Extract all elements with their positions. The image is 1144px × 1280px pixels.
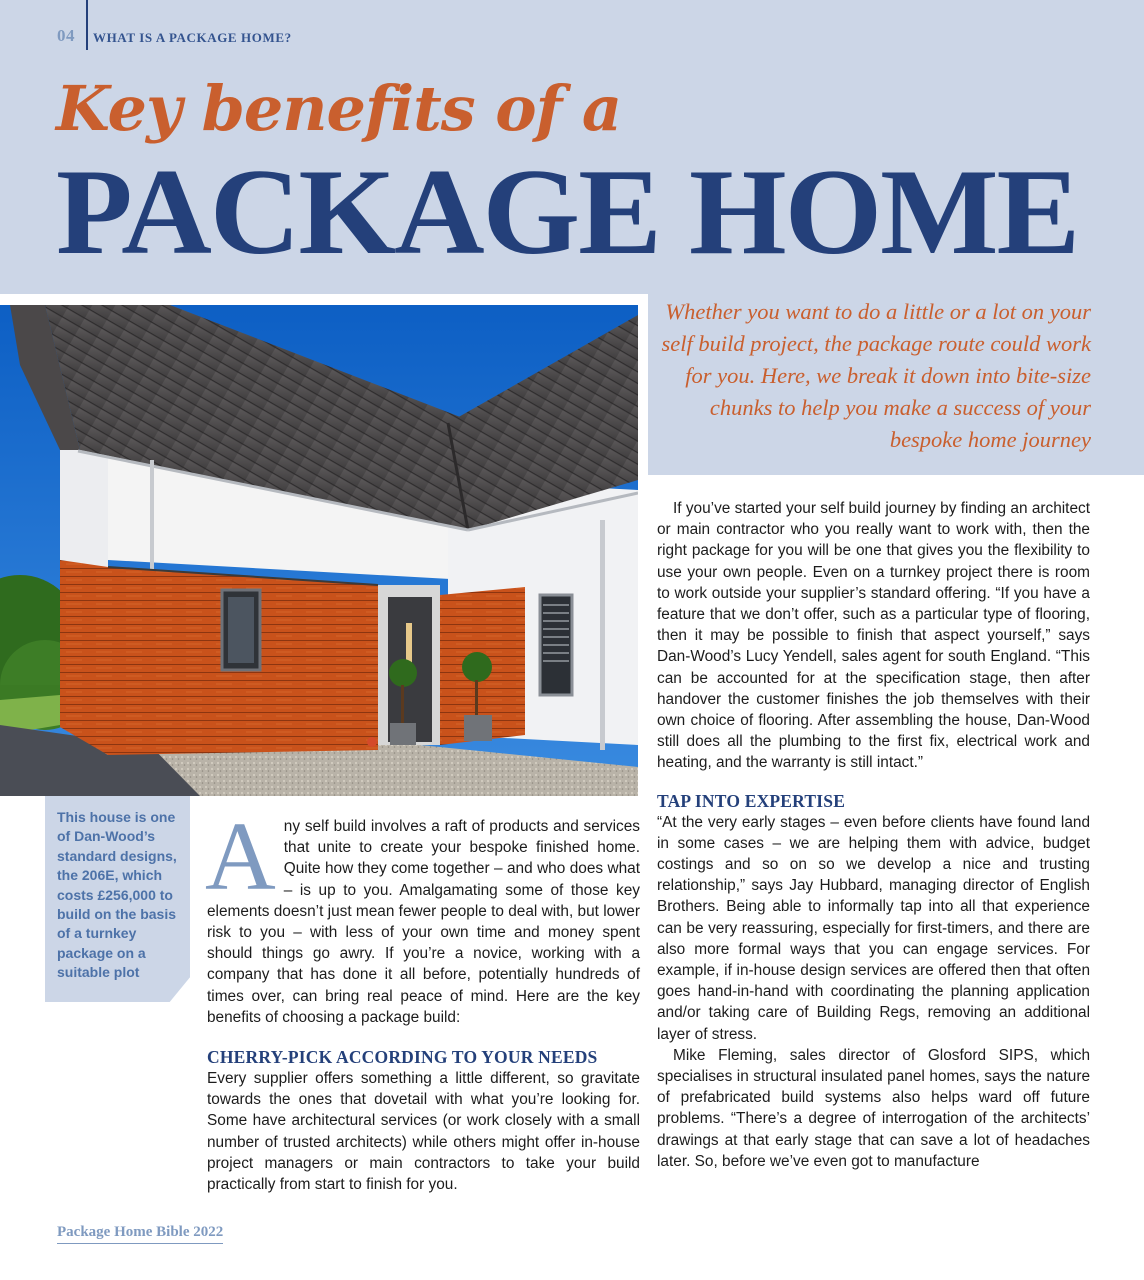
subheading-expertise: TAP INTO EXPERTISE <box>657 790 846 811</box>
article-column-left <box>205 803 640 1195</box>
header-divider <box>86 0 88 50</box>
body-paragraph: Mike Fleming, sales director of Glosford SIPS, which specialises in structural insulated panel homes, says the nature of prefabricated build systems also helps ward off future problems. “There’s a degree of interrogation of the architects’ drawings at that early stage that can save a lot of headaches later. So, before we’ve even got to manufacture <box>657 1046 1090 1170</box>
house-photo <box>0 305 638 796</box>
page-number: 04 <box>57 26 75 45</box>
article-column-right <box>657 498 1090 1172</box>
footer-publication: Package Home Bible 2022 <box>57 1224 223 1244</box>
intro-text: ny self build involves a raft of products and services that unite to create your bespoke finished home. Quite how they come together – and who does what – is up to you. Amalgamating some of those key elements doesn’t just mean fewer people to deal with, but lower risk to you – with less of your own time and money spent should things go awry. If you’re a novice, working with a company that has done it all before, potentially hundreds of times over, can bring real peace of mind. Here are the key benefits of choosing a package build: <box>207 818 640 1026</box>
intro-paragraph <box>205 803 640 1028</box>
body-paragraph: If you’ve started your self build journey by finding an architect or main contractor who you really want to work with, then the right package for you will be one that gives you the flexibility to use your own people. Even on a turnkey project there is room to work outside your supplier’s standard offering. “If you have a feature that we don’t offer, such as a particular type of flooring, then it may be possible to finish that aspect yourself,” says Dan-Wood’s Lucy Yendell, sales agent for south England. “This can be accounted for at the specification stage, then after handover the customer finishes the job themselves with their own choice of flooring. After assembling the house, Dan-Wood still does all the plumbing to the first fix, electrical work and heating, and the warranty is still intact.” <box>657 500 1090 772</box>
standfirst: Whether you want to do a little or a lot on your self build project, the package route could work for you. Here, we break it down into bite-size chunks to help you make a success of your bespoke home journey <box>661 299 1091 452</box>
photo-caption: This house is one of Dan-Wood’s standard designs, the 206E, which costs £256,000 to build on the basis of a turnkey package on a suitable plot <box>57 809 177 981</box>
section-label: WHAT IS A PACKAGE HOME? <box>93 30 292 45</box>
body-paragraph: “At the very early stages – even before clients have found land in some cases – we are helping them with advice, budget costings and so on so we develop a nice and trusting relationship,” says Jay Hubbard, managing director of English Brothers. Being able to informally tap into all that experience can be very reassuring, especially for first-timers, and there are also more formal ways that you can engage services. For example, if in-house design services are offered then that often goes hand-in-hand with coordinating the planning application and/or taking care of Building Regs, removing an additional layer of stress. <box>657 813 1090 1043</box>
page-title: PACKAGE HOME <box>56 143 1079 280</box>
subheading-cherry-pick: CHERRY-PICK ACCORDING TO YOUR NEEDS <box>207 1047 598 1068</box>
drop-cap: A <box>205 803 276 911</box>
body-paragraph: Every supplier offers something a little different, so gravitate towards the ones that dovetail with what you’re looking for. Some have architectural services (or work closely with a small number of trusted architects) while others might offer in-house project managers or main contractors to take your build practically from start to finish for you. <box>207 1070 640 1194</box>
title-script-line: Key benefits of a <box>56 72 622 145</box>
